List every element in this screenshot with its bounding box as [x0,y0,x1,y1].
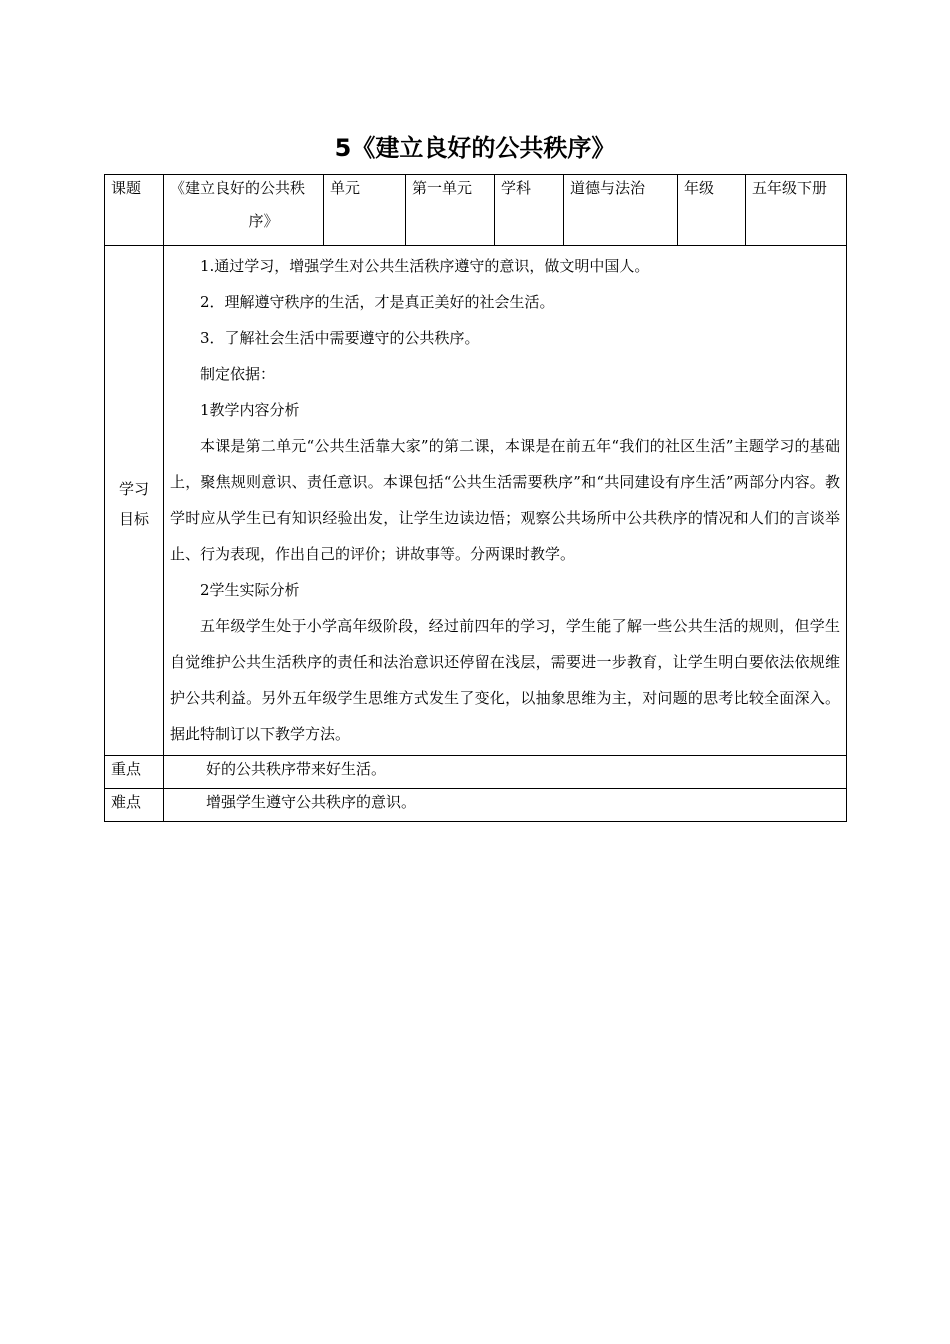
goal-paragraph: 2学生实际分析 [200,581,300,599]
page-title: 5《建立良好的公共秩序》 [334,134,616,162]
subject-value: 道德与法治 [564,175,678,246]
difficulty-label: 难点 [105,789,164,822]
goals-label-line2: 目标 [118,509,149,528]
subject-label: 学科 [495,175,564,246]
header-row [105,175,847,246]
key-point-value: 好的公共秩序带来好生活。 [164,756,847,789]
goals-label [105,246,164,756]
key-point-row [105,756,847,789]
goals-label-line1: 学习 [118,479,149,498]
unit-label: 单元 [324,175,406,246]
topic-value [164,175,324,246]
goal-paragraph: 1.通过学习，增强学生对公共生活秩序遵守的意识，做文明中国人。 [200,257,650,275]
topic-value-line1: 《建立良好的公共秩 [170,179,306,197]
lesson-plan-table [104,174,847,822]
unit-value: 第一单元 [406,175,495,246]
topic-label: 课题 [105,175,164,246]
topic-value-line2: 序》 [248,212,279,230]
goal-paragraph: 五年级学生处于小学高年级阶段，经过前四年的学习，学生能了解一些公共生活的规则，但学生自觉维护公共生活秩序的责任和法治意识还停留在浅层，需要进一步教育，让学生明白要依法依规维护公共利益。另外五年级学生思维方式发生了变化，以抽象思维为主，对问题的思考比较全面深入。据此特制订以下教学方法。 [170,617,840,743]
grade-label: 年级 [678,175,746,246]
goal-paragraph: 1教学内容分析 [200,401,300,419]
difficulty-value: 增强学生遵守公共秩序的意识。 [164,789,847,822]
difficulty-row [105,789,847,822]
grade-value: 五年级下册 [746,175,847,246]
goals-row [105,246,847,756]
goal-paragraph: 2．理解遵守秩序的生活，才是真正美好的社会生活。 [200,293,555,311]
goal-paragraph: 3．了解社会生活中需要遵守的公共秩序。 [200,329,480,347]
goal-paragraph: 制定依据： [200,365,276,383]
goals-content [164,246,847,756]
goal-paragraph: 本课是第二单元“公共生活靠大家”的第二课，本课是在前五年“我们的社区生活”主题学习的基础上，聚焦规则意识、责任意识。本课包括“公共生活需要秩序”和“共同建设有序生活”两部分内容。教学时应从学生已有知识经验出发，让学生边读边悟；观察公共场所中公共秩序的情况和人们的言谈举止、行为表现，作出自己的评价；讲故事等。分两课时教学。 [170,437,840,563]
key-point-label: 重点 [105,756,164,789]
